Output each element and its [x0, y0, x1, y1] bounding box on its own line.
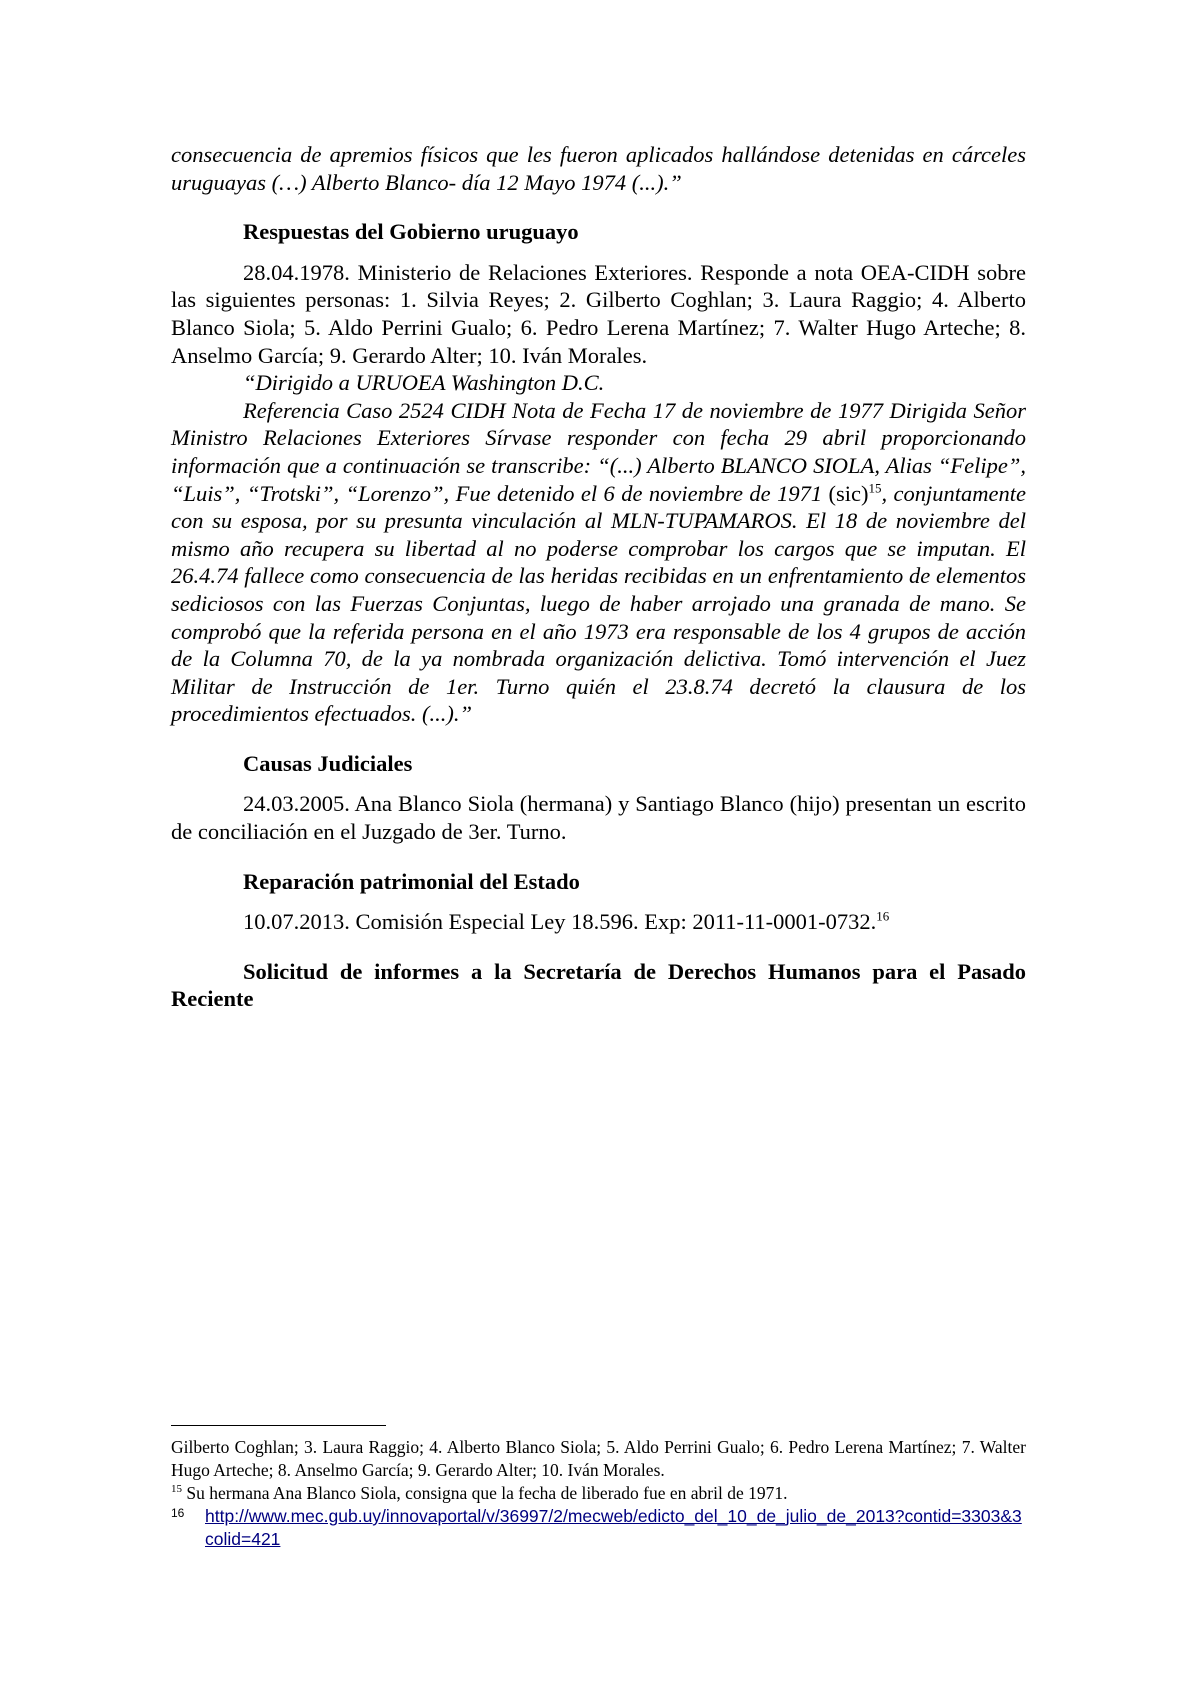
footnote-16-number: 16: [171, 1506, 185, 1520]
footnote-continuation: Gilberto Coghlan; 3. Laura Raggio; 4. Alberto Blanco Siola; 5. Aldo Perrini Gualo; 6. Pedro Lerena Martínez; 7. Walter Hugo Arteche; 8. Anselmo García; 9. Gerardo Alter; 10. Iván Morales.: [171, 1437, 1026, 1480]
paragraph-causas: 24.03.2005. Ana Blanco Siola (hermana) y Santiago Blanco (hijo) presentan un escrito de conciliación en el Juzgado de 3er. Turno.: [171, 791, 1026, 845]
heading-reparacion: Reparación patrimonial del Estado: [243, 868, 580, 894]
footnote-16: [171, 1505, 1026, 1551]
referencia-text-a: Referencia Caso 2524 CIDH Nota de Fecha 17 de noviembre de 1977 Dirigida Señor Ministro Relaciones Exteriores Sírvase responder con fecha 29 abril proporcionando información que a continuación se transcribe: “(...) Alberto BLANCO SIOLA, Alias “Felipe”, “Luis”, “Trotski”, “Lorenzo”, Fue detenido el 6 de noviembre de 1971: [171, 397, 1026, 506]
paragraph-referencia: [171, 397, 1026, 728]
paragraph-quote-end: consecuencia de apremios físicos que les fueron aplicados hallándose detenidas en cárceles uruguayas (…) Alberto Blanco- día 12 Mayo 1974 (...).”: [171, 142, 1026, 195]
reparacion-text: 10.07.2013. Comisión Especial Ley 18.596. Exp: 2011-11-0001-0732.: [243, 909, 877, 935]
footnote-15-text: Su hermana Ana Blanco Siola, consigna que la fecha de liberado fue en abril de 1971.: [182, 1483, 788, 1503]
sic-text: (sic): [822, 480, 869, 506]
footnote-15-number: 15: [171, 1483, 182, 1496]
footnote-16-link[interactable]: http://www.mec.gub.uy/innovaportal/v/36997/2/mecweb/edicto_del_10_de_julio_de_2013?contid=3303&3colid=421: [205, 1506, 1022, 1549]
heading-solicitud: Solicitud de informes a la Secretaría de Derechos Humanos para el Pasado Reciente: [171, 958, 1026, 1012]
footnote-ref-15[interactable]: 15: [868, 480, 882, 496]
footnote-separator: [171, 1425, 386, 1426]
heading-causas: Causas Judiciales: [243, 750, 413, 776]
footnote-ref-16[interactable]: 16: [876, 908, 890, 924]
document-body: [171, 141, 1026, 1013]
referencia-text-b: , conjuntamente con su esposa, por su presunta vinculación al MLN-TUPAMAROS. El 18 de noviembre del mismo año recupera su libertad al no poderse comprobar los cargos que se imputan. El 26.4.74 fallece como consecuencia de las heridas recibidas en un enfrentamiento de elementos sediciosos con las Fuerzas Conjuntas, luego de haber arrojado una granada de mano. Se comprobó que la referida persona en el año 1973 era responsable de los 4 grupos de acción de la Columna 70, de la ya nombrada organización delictiva. Tomó intervención el Juez Militar de Instrucción de 1er. Turno quién el 23.8.74 decretó la clausura de los procedimientos efectuados. (...).”: [171, 480, 1027, 727]
footnotes: [171, 1425, 1026, 1551]
paragraph-dirigido: “Dirigido a URUOEA Washington D.C.: [243, 370, 605, 396]
paragraph-reparacion: [171, 908, 1026, 936]
heading-respuestas: Respuestas del Gobierno uruguayo: [243, 219, 579, 245]
footnote-15: [171, 1482, 1026, 1505]
paragraph-respuesta: 28.04.1978. Ministerio de Relaciones Exteriores. Responde a nota OEA-CIDH sobre las siguientes personas: 1. Silvia Reyes; 2. Gilberto Coghlan; 3. Laura Raggio; 4. Alberto Blanco Siola; 5. Aldo Perrini Gualo; 6. Pedro Lerena Martínez; 7. Walter Hugo Arteche; 8. Anselmo García; 9. Gerardo Alter; 10. Iván Morales.: [171, 259, 1026, 368]
